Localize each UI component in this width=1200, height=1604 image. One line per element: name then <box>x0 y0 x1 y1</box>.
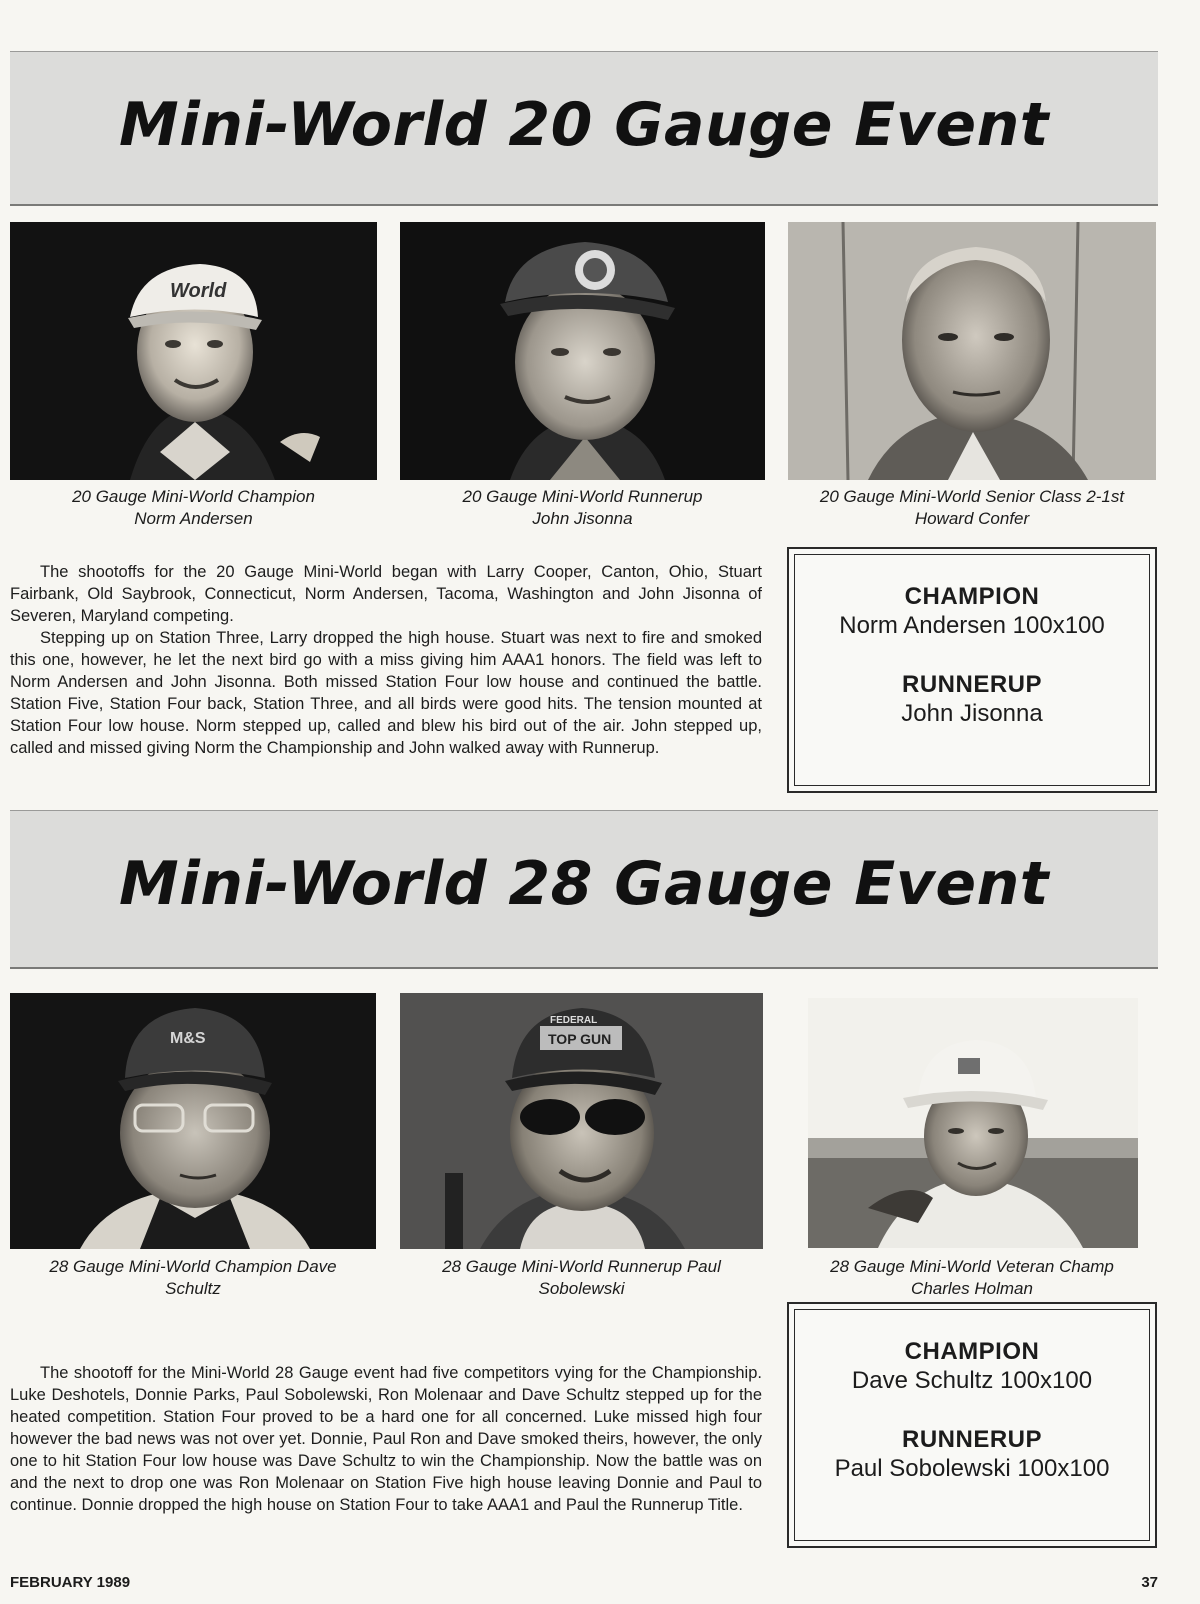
caption-photo-3 <box>788 486 1156 530</box>
caption-photo-4 <box>10 1256 376 1300</box>
runnerup-label: RUNNERUP <box>901 671 1042 698</box>
champion-value: Norm Andersen 100x100 <box>839 612 1105 639</box>
photo-john-jisonna <box>400 222 765 480</box>
cap-logo-text: M&S <box>170 1030 206 1047</box>
event2-article <box>10 1362 762 1516</box>
cap-logo-text: World <box>170 280 227 302</box>
photo-paul-sobolewski <box>400 993 763 1249</box>
caption-line: 20 Gauge Mini-World Senior Class 2-1st <box>819 487 1125 506</box>
cap-logo-text: TOP GUN <box>548 1031 612 1047</box>
caption-name: Charles Holman <box>911 1279 1033 1298</box>
caption-line: 28 Gauge Mini-World Runnerup Paul <box>442 1257 721 1276</box>
champion-label: CHAMPION <box>904 583 1040 610</box>
cap-logo-text: FEDERAL <box>550 1015 598 1026</box>
photo-norm-andersen <box>10 222 377 480</box>
article-paragraph: The shootoff for the Mini-World 28 Gauge event had five competitors vying for the Championship. Luke Deshotels, Donnie Parks, Paul Sobolewski, Ron Molenaar and Dave Schultz stepped up for the heated competition. Station Four proved to be a hard one for all concerned. Luke missed high four however the bad news was not over yet. Donnie, Paul Ron and Dave smoked theirs, however, the only one to hit Station Four low house was Dave Schultz to win the Championship. Now the battle was on and the next to drop one was Ron Molenaar on Station Five high house leaving Donnie and Paul to continue. Donnie dropped the high house on Station Four to take AAA1 and Paul the Runnerup Title. <box>10 1364 762 1514</box>
caption-name: John Jisonna <box>532 509 633 528</box>
caption-photo-6 <box>788 1256 1156 1300</box>
caption-line: 20 Gauge Mini-World Runnerup <box>462 487 703 506</box>
runnerup-label: RUNNERUP <box>901 1426 1042 1453</box>
champion-value: Dave Schultz 100x100 <box>851 1367 1093 1394</box>
caption-line: 28 Gauge Mini-World Champion Dave <box>49 1257 337 1276</box>
footer-page-number: 37 <box>1141 1574 1158 1591</box>
caption-name: Howard Confer <box>914 509 1030 528</box>
champion-label: CHAMPION <box>904 1338 1040 1365</box>
event1-title: Mini-World 20 Gauge Event <box>119 90 1049 160</box>
photo-howard-confer <box>788 222 1156 480</box>
results-inner-frame <box>794 1309 1150 1541</box>
caption-line: 28 Gauge Mini-World Veteran Champ <box>830 1257 1114 1276</box>
caption-photo-5 <box>400 1256 763 1300</box>
caption-photo-2 <box>400 486 765 530</box>
event1-article <box>10 561 762 759</box>
article-paragraph: The shootoffs for the 20 Gauge Mini-World began with Larry Cooper, Canton, Ohio, Stuart Fairbank, Old Saybrook, Connecticut, Norm Andersen, Tacoma, Washington and John Jisonna of Severen, Maryland competing. <box>10 563 762 625</box>
photo-charles-holman <box>808 998 1138 1248</box>
caption-name: Sobolewski <box>538 1279 625 1298</box>
runnerup-value: Paul Sobolewski 100x100 <box>834 1455 1110 1482</box>
photo-dave-schultz <box>10 993 376 1249</box>
footer-issue-date: FEBRUARY 1989 <box>10 1574 131 1591</box>
event2-title-banner <box>10 810 1158 969</box>
article-paragraph: Stepping up on Station Three, Larry dropped the high house. Stuart was next to fire and smoked this one, however, he let the next bird go with a miss giving him AAA1 honors. The field was left to Norm Andersen and John Jisonna. Both missed Station Four low house and continued the battle. Station Five, Station Four back, Station Three, and all birds were good hits. The tension mounted at Station Four low house. Norm stepped up, called and blew his bird out of the air. John stepped up, called and missed giving Norm the Championship and John walked away with Runnerup. <box>10 629 762 757</box>
runnerup-value: John Jisonna <box>901 700 1043 727</box>
event1-results-box <box>787 547 1157 793</box>
event1-title-banner <box>10 51 1158 206</box>
caption-line: 20 Gauge Mini-World Champion <box>72 487 315 506</box>
event2-results-box <box>787 1302 1157 1548</box>
results-inner-frame <box>794 554 1150 786</box>
caption-name: Norm Andersen <box>134 509 253 528</box>
caption-name: Schultz <box>165 1279 221 1298</box>
event2-title: Mini-World 28 Gauge Event <box>119 849 1049 919</box>
caption-photo-1 <box>10 486 377 530</box>
